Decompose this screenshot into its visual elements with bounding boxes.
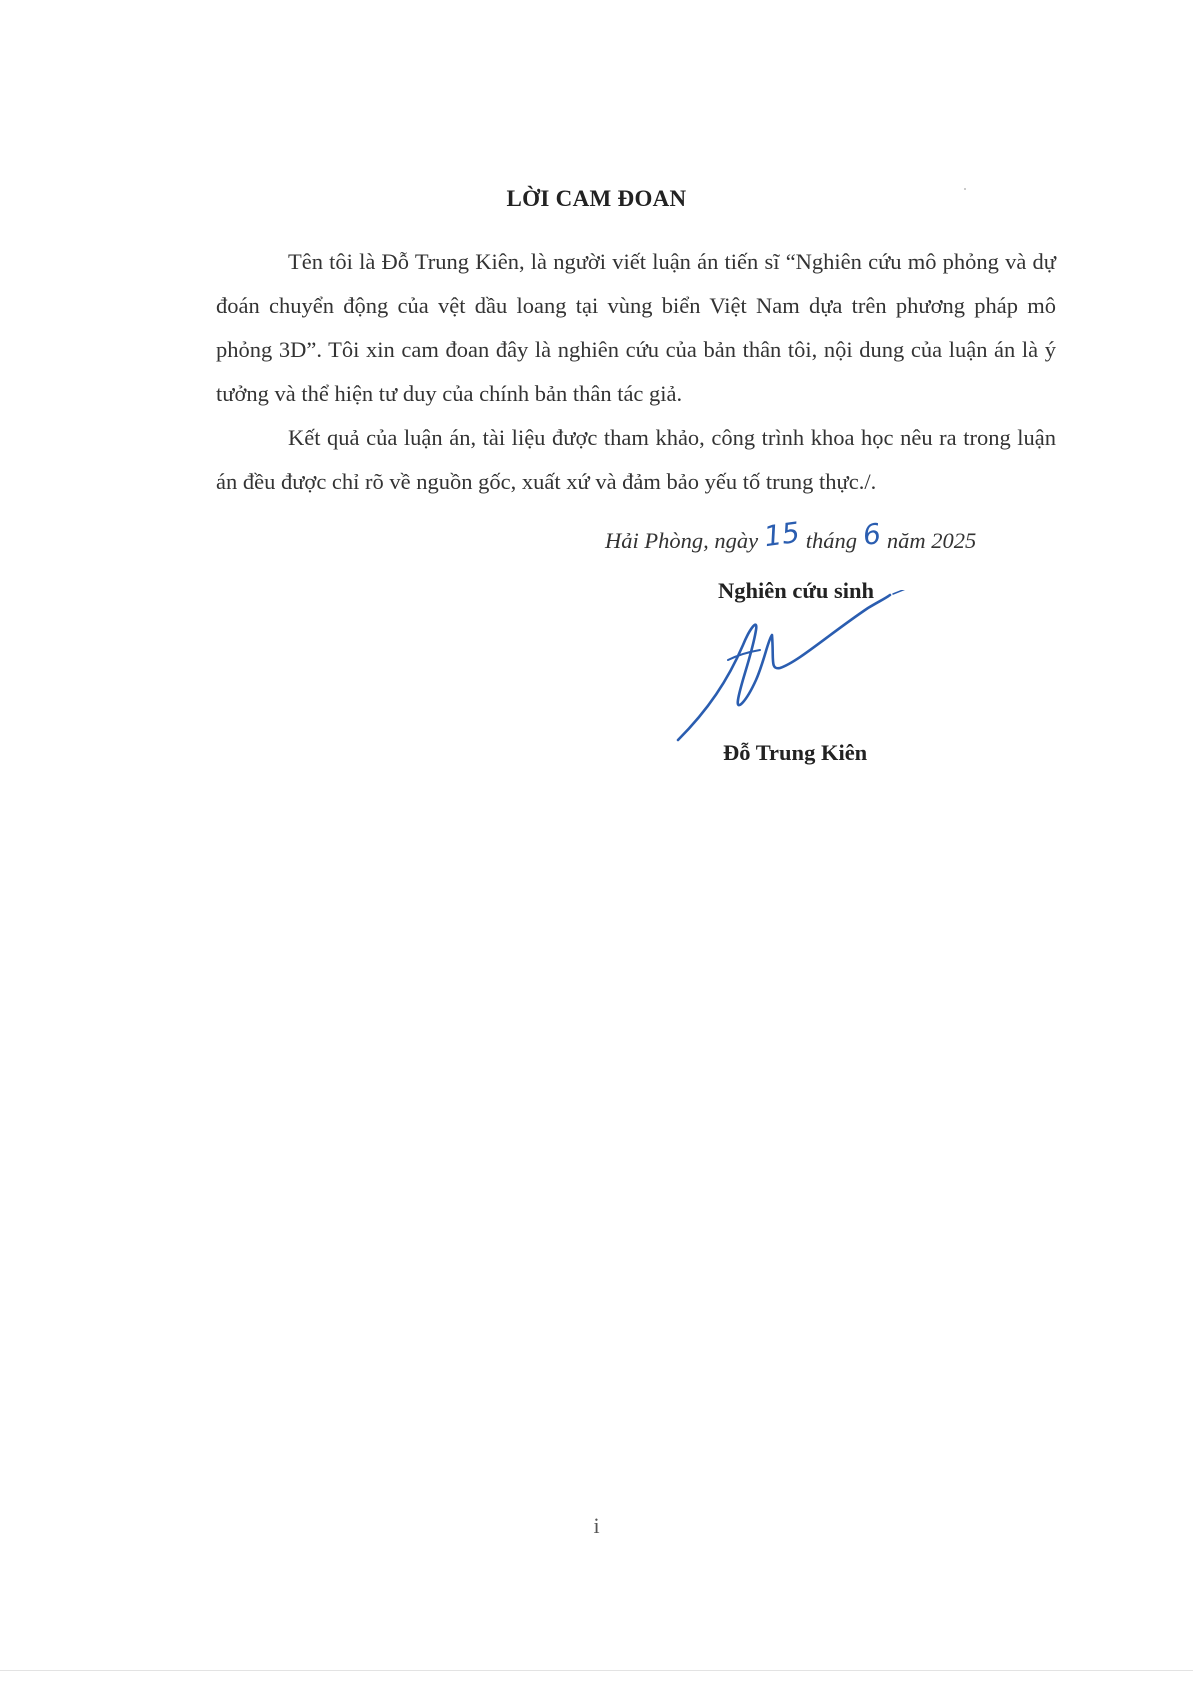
page-title: LỜI CAM ĐOAN xyxy=(506,186,687,211)
date-year: năm 2025 xyxy=(886,528,977,553)
declaration-body xyxy=(216,240,1056,504)
page-number: i xyxy=(593,1513,600,1538)
signature-image xyxy=(668,590,938,755)
date-month-word: tháng xyxy=(805,528,858,553)
paragraph-1: Tên tôi là Đỗ Trung Kiên, là người viết luận án tiến sĩ “Nghiên cứu mô phỏng và dự đoán chuyển động của vệt dầu loang tại vùng biển Việt Nam dựa trên phương pháp mô phỏng 3D”. Tôi xin cam đoan đây là nghiên cứu của bản thân tôi, nội dung của luận án là ý tưởng và thể hiện tư duy của chính bản thân tác giả. xyxy=(216,249,1056,406)
date-day-handwritten: 15 xyxy=(761,515,802,554)
signer-name: Đỗ Trung Kiên xyxy=(723,740,868,765)
date-month-handwritten: 6 xyxy=(860,516,884,553)
scan-edge-line xyxy=(0,1670,1193,1671)
signer-role: Nghiên cứu sinh xyxy=(718,578,875,603)
date-place-prefix: Hải Phòng, ngày xyxy=(605,528,759,553)
date-line xyxy=(605,515,977,555)
paragraph-2: Kết quả của luận án, tài liệu được tham khảo, công trình khoa học nêu ra trong luận án đều được chỉ rõ về nguồn gốc, xuất xứ và đảm bảo yếu tố trung thực./. xyxy=(216,425,1056,494)
